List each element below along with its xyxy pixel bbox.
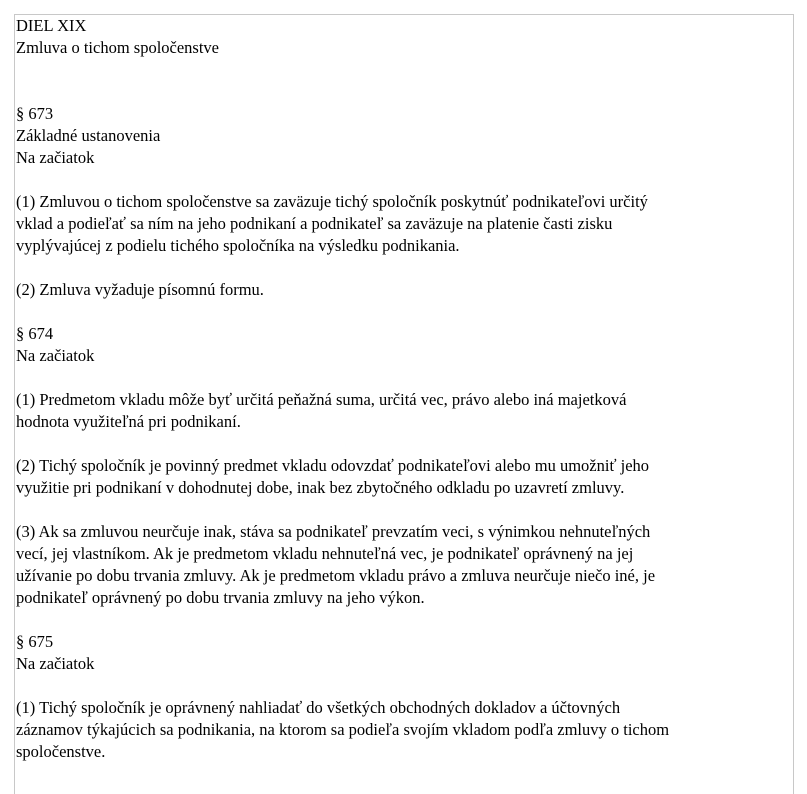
spacer — [16, 59, 786, 81]
paragraph-line: vyplývajúcej z podielu tichého spoločníka na výsledku podnikania. — [16, 236, 460, 255]
section-number: § 674 — [16, 324, 54, 343]
back-to-top-link[interactable]: Na začiatok — [16, 346, 95, 365]
section-subtitle: Základné ustanovenia — [16, 126, 161, 145]
spacer — [16, 257, 786, 279]
spacer — [16, 367, 786, 389]
paragraph-line: podnikateľ oprávnený po dobu trvania zmluvy na jeho výkon. — [16, 588, 425, 607]
paragraph-line: hodnota využiteľná pri podnikaní. — [16, 412, 241, 431]
back-to-top-link[interactable]: Na začiatok — [16, 148, 95, 167]
spacer — [16, 81, 786, 103]
spacer — [16, 169, 786, 191]
spacer — [16, 675, 786, 697]
section-number: § 673 — [16, 104, 54, 123]
paragraph-line: (3) Ak sa zmluvou neurčuje inak, stáva sa podnikateľ prevzatím veci, s výnimkou nehnuteľných — [16, 522, 651, 541]
paragraph-line: záznamov týkajúcich sa podnikania, na ktorom sa podieľa svojím vkladom podľa zmluvy o tichom — [16, 720, 670, 739]
spacer — [16, 301, 786, 323]
document-body — [16, 15, 786, 763]
paragraph-line: vklad a podieľať sa ním na jeho podnikaní a podnikateľ sa zaväzuje na platenie časti zisku — [16, 214, 613, 233]
paragraph-line: využitie pri podnikaní v dohodnutej dobe, inak bez zbytočného odkladu po uzavretí zmluvy. — [16, 478, 625, 497]
paragraph-line: užívanie po dobu trvania zmluvy. Ak je predmetom vkladu právo a zmluva neurčuje niečo iné, je — [16, 566, 656, 585]
paragraph-line: spoločenstve. — [16, 742, 106, 761]
paragraph-line: (1) Zmluvou o tichom spoločenstve sa zaväzuje tichý spoločník poskytnúť podnikateľovi určitý — [16, 192, 648, 211]
paragraph-line: (1) Tichý spoločník je oprávnený nahliadať do všetkých obchodných dokladov a účtovných — [16, 698, 621, 717]
spacer — [16, 433, 786, 455]
section-number: § 675 — [16, 632, 54, 651]
paragraph-line: (2) Tichý spoločník je povinný predmet vkladu odovzdať podnikateľovi alebo mu umožniť jeho — [16, 456, 650, 475]
part-heading: DIEL XIX — [16, 16, 87, 35]
part-title: Zmluva o tichom spoločenstve — [16, 38, 220, 57]
paragraph-line: (2) Zmluva vyžaduje písomnú formu. — [16, 280, 264, 299]
spacer — [16, 499, 786, 521]
paragraph-line: vecí, jej vlastníkom. Ak je predmetom vkladu nehnuteľná vec, je podnikateľ oprávnený na jej — [16, 544, 634, 563]
paragraph-line: (1) Predmetom vkladu môže byť určitá peňažná suma, určitá vec, právo alebo iná majetková — [16, 390, 627, 409]
spacer — [16, 609, 786, 631]
back-to-top-link[interactable]: Na začiatok — [16, 654, 95, 673]
